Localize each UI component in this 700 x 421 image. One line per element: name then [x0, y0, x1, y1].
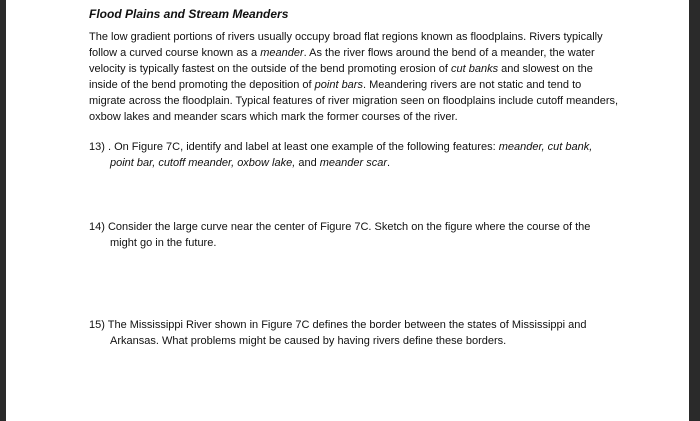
intro-paragraph [89, 29, 619, 125]
intro-text-1: The low gradient portions of rivers usually occupy broad flat regions known as floodplains. Rivers typically follow a curved course known as a [89, 31, 603, 59]
question-15-line2: Arkansas. What problems might be caused by having rivers define these borders. [110, 335, 507, 347]
question-14-line2: might go in the future. [110, 237, 217, 249]
left-edge-border [0, 0, 6, 421]
section-title: Flood Plains and Stream Meanders [89, 7, 289, 21]
question-14-line1: 14) Consider the large curve near the center of Figure 7C. Sketch on the figure where the course of the [89, 221, 591, 233]
question-14 [89, 219, 619, 251]
right-edge-border [689, 0, 700, 421]
question-15-line1: 15) The Mississippi River shown in Figure 7C defines the border between the states of Mississippi and [89, 319, 587, 331]
q13-period: . [387, 157, 391, 169]
question-13-line1 [89, 141, 592, 153]
q13-terms-2: point bar, cutoff meander, oxbow lake, [110, 157, 296, 169]
term-meander: meander [260, 47, 304, 59]
question-13-line2 [89, 155, 619, 171]
q13-and: and [295, 157, 320, 169]
q13-term-scar: meander scar [319, 157, 388, 169]
question-13 [89, 139, 619, 171]
intro-text-3: and slowest on the inside of the bend promoting the deposition of [89, 63, 593, 91]
q13-terms-1: meander, cut bank, [498, 141, 593, 153]
intro-text-2: . As the river flows around the bend of a meander, the water velocity is typically fastest on the outside of the bend promoting erosion of [89, 47, 595, 75]
term-point-bars: point bars [314, 79, 363, 91]
term-cut-banks: cut banks [450, 63, 499, 75]
intro-text-4: . Meandering rivers are not static and tend to migrate across the floodplain. Typical features of river migration seen on floodplains include cutoff meanders, oxbow lakes and meander scars which mark the former courses of the river. [89, 79, 619, 123]
question-15 [89, 317, 619, 349]
q13-text: 13) . On Figure 7C, identify and label at least one example of the following features: [89, 141, 499, 153]
